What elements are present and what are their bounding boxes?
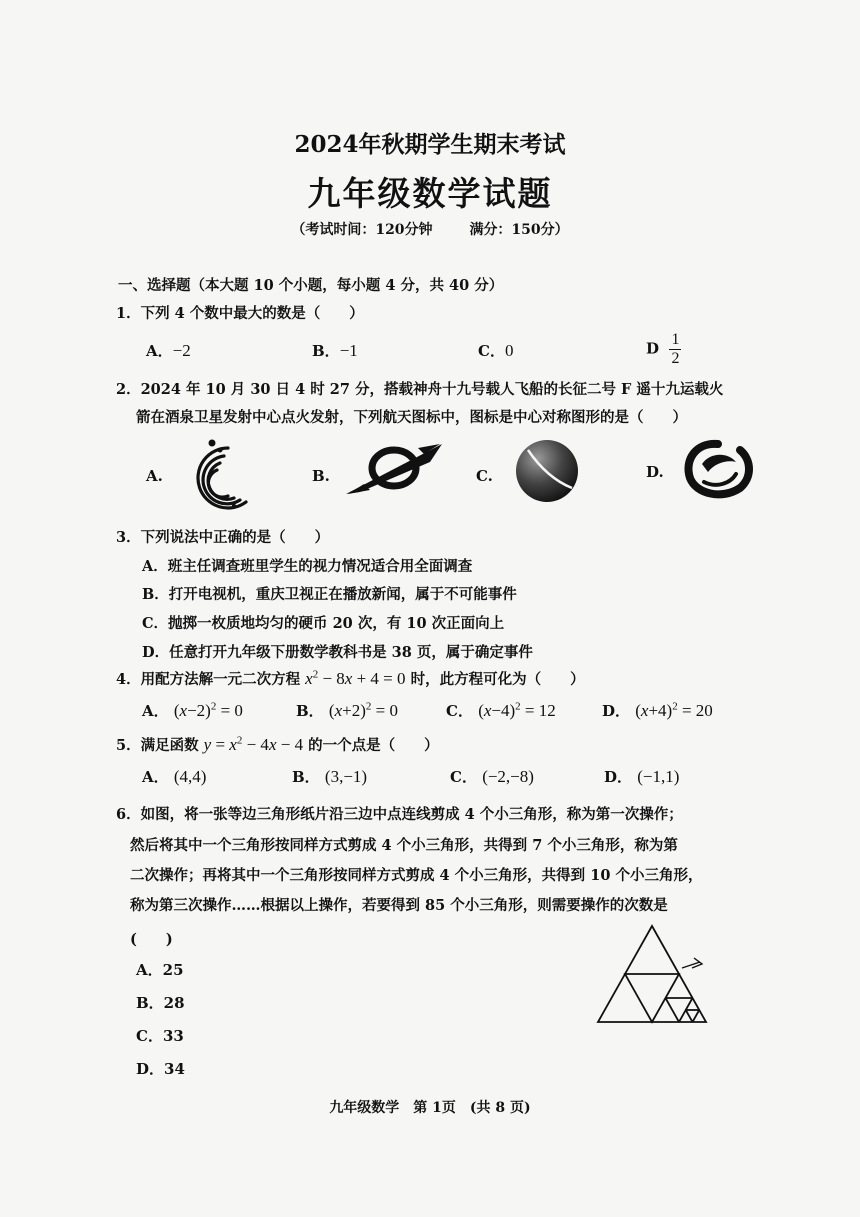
q4-option-b: B． $(x+2)^2 = 0$ — [296, 700, 398, 720]
paper-title: 九年级数学试题 — [307, 174, 553, 213]
q1-option-b: B．−1 — [312, 341, 358, 360]
q6-line1: 6．如图，将一张等边三角形纸片沿三边中点连线剪成 4 个小三角形，称为第一次操作； — [116, 806, 683, 823]
q3-stem: 3．下列说法中正确的是（ ） — [116, 529, 330, 546]
q3-option-d: D．任意打开九年级下册数学教科书是 38 页，属于确定事件 — [142, 644, 533, 661]
q2-line1: 2．2024 年 10 月 30 日 4 时 27 分，搭载神舟十九号载人飞船的长征二号 F 遥十九运载火 — [116, 381, 724, 398]
exam-title: 2024年秋期学生期末考试 — [294, 131, 566, 158]
q6-option-c: C．33 — [136, 1027, 184, 1045]
q5-option-a: A． (4,4) — [142, 767, 207, 786]
exam-time: （考试时间：120分钟 — [291, 222, 433, 238]
q4-equation: $x^2 - 8x + 4 = 0$ — [305, 668, 406, 688]
q1-option-a: A．−2 — [146, 341, 191, 360]
page-footer: 九年级数学 第 1页 (共 8 页) — [329, 1100, 531, 1116]
sphere-logo-icon — [514, 438, 580, 504]
q1-option-c: C．0 — [478, 341, 514, 360]
section-title: 一、选择题（本大题 10 个小题，每小题 4 分，共 40 分） — [118, 277, 504, 294]
q2-line2: 箭在酒泉卫星发射中心点火发射，下列航天图标中，图标是中心对称图形的是（ ） — [136, 409, 687, 426]
exam-info — [0, 219, 860, 239]
q3-option-c: C．抛掷一枚质地均匀的硬币 20 次，有 10 次正面向上 — [142, 615, 505, 632]
q4-option-a: A． $(x-2)^2 = 0$ — [142, 700, 243, 720]
q4-option-c: C． $(x-4)^2 = 12$ — [446, 700, 556, 720]
q4-stem: 4．用配方法解一元二次方程 $x^2 - 8x + 4 = 0$ 时，此方程可化为（ ） — [116, 668, 585, 688]
q3-option-a: A．班主任调查班里学生的视力情况适合用全面调查 — [142, 558, 473, 575]
q1-stem: 1．下列 4 个数中最大的数是（ ） — [116, 305, 364, 322]
q6-line2: 然后将其中一个三角形按同样方式剪成 4 个小三角形，共得到 7 个小三角形，称为第 — [130, 837, 678, 854]
orbit-planet-logo-icon — [342, 440, 446, 496]
q5-option-b: B． (3,−1) — [292, 767, 368, 786]
brush-circle-logo-icon — [682, 438, 754, 500]
swirl-rings-logo-icon — [178, 436, 250, 510]
q6-line4: 称为第三次操作……根据以上操作，若要得到 85 个小三角形，则需要操作的次数是 — [130, 897, 668, 914]
q2-option-b-label: B. — [312, 467, 330, 485]
q6-option-b: B．28 — [136, 994, 185, 1012]
q2-option-a-label: A. — [146, 467, 163, 485]
q3-option-b: B．打开电视机，重庆卫视正在播放新闻，属于不可能事件 — [142, 586, 517, 603]
fraction-one-half: $\frac{1}{2}$ — [671, 331, 680, 367]
q2-option-c-label: C. — [476, 467, 493, 485]
q4-option-d: D． $(x+4)^2 = 20$ — [602, 700, 713, 720]
q2-option-d-label: D. — [646, 463, 664, 481]
q6-line3: 二次操作；再将其中一个三角形按同样方式剪成 4 个小三角形，共得到 10 个小三角形， — [130, 867, 703, 884]
q5-function: $y = x^2 - 4x - 4$ — [203, 734, 304, 754]
q6-option-d: D．34 — [136, 1060, 185, 1078]
triangle-subdivision-figure — [594, 924, 714, 1026]
q5-option-d: D． (−1,1) — [604, 767, 680, 786]
q5-stem: 5．满足函数 $y = x^2 - 4x - 4$ 的一个点是（ ） — [116, 734, 439, 754]
q6-answer-paren: ( ) — [130, 931, 173, 948]
exam-score: 满分：150分） — [469, 222, 569, 238]
q1-option-d: D $\frac{1}{2}$ — [646, 331, 680, 367]
q5-option-c: C． (−2,−8) — [450, 767, 534, 786]
q6-option-a: A．25 — [136, 961, 184, 979]
